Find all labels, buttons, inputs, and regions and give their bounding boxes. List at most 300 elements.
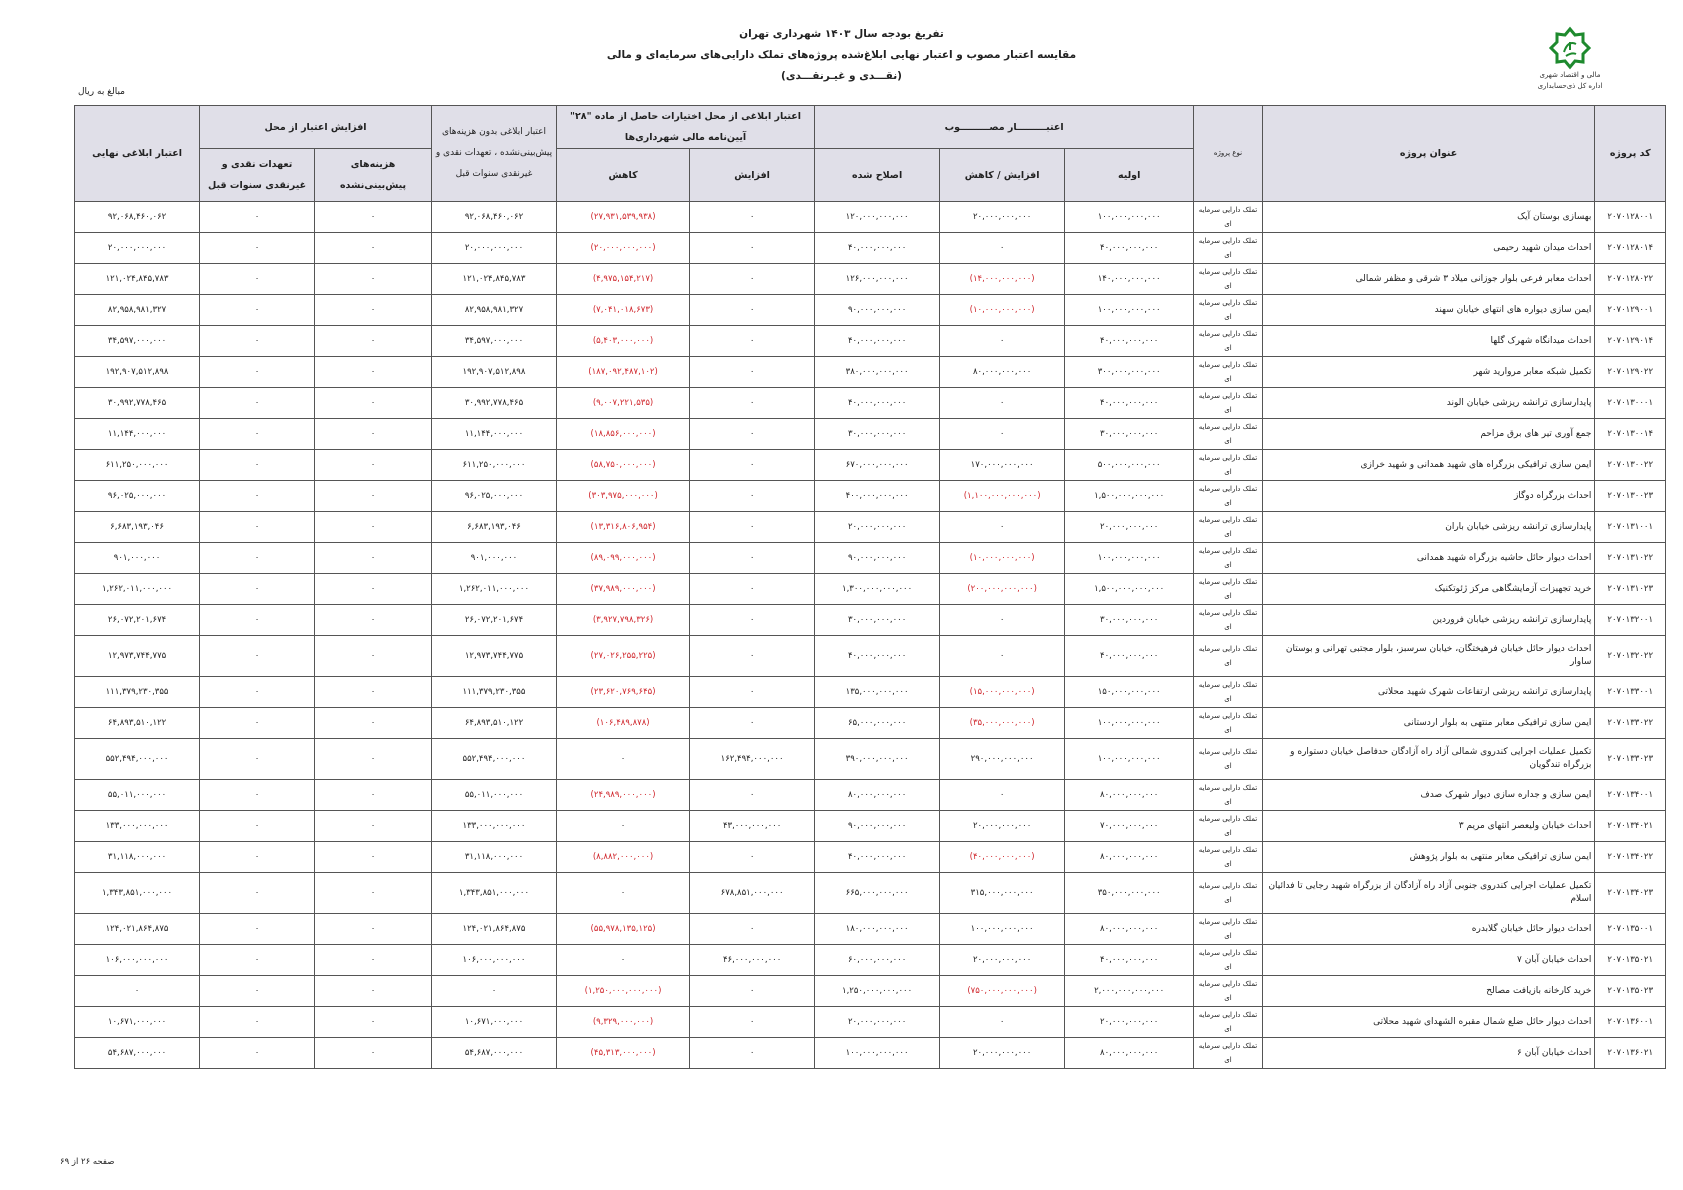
cell-revised: ۴۰,۰۰۰,۰۰۰,۰۰۰ (815, 842, 940, 873)
cell-title: احداث دیوار حائل خیابان گلابدره (1262, 914, 1595, 945)
cell-prior: ۰ (200, 677, 315, 708)
table-row (75, 976, 1666, 1007)
cell-title: احداث خیابان آبان ۶ (1262, 1038, 1595, 1069)
cell-art-dec: (۱۸,۸۵۶,۰۰۰,۰۰۰) (557, 419, 690, 450)
cell-unforeseen: ۰ (315, 388, 432, 419)
cell-title: بهسازی بوستان آیک (1262, 202, 1595, 233)
cell-revised: ۳۰,۰۰۰,۰۰۰,۰۰۰ (815, 605, 940, 636)
cell-title: احداث دیوار حائل حاشیه بزرگراه شهید همدانی (1262, 543, 1595, 574)
cell-unforeseen: ۰ (315, 1038, 432, 1069)
cell-change: ۰ (940, 605, 1065, 636)
cell-final: ۶,۶۸۳,۱۹۳,۰۴۶ (75, 512, 200, 543)
cell-code: ۲۰۷۰۱۳۲۰۲۲ (1595, 636, 1666, 677)
cell-prior: ۰ (200, 605, 315, 636)
cell-type: تملک دارایی سرمایه ای (1194, 295, 1263, 326)
cell-without: ۳۰,۹۹۲,۷۷۸,۴۶۵ (431, 388, 556, 419)
cell-change: ۳۱۵,۰۰۰,۰۰۰,۰۰۰ (940, 873, 1065, 914)
cell-unforeseen: ۰ (315, 512, 432, 543)
cell-code: ۲۰۷۰۱۳۰۰۰۱ (1595, 388, 1666, 419)
cell-art-dec: (۴۵,۳۱۳,۰۰۰,۰۰۰) (557, 1038, 690, 1069)
cell-revised: ۳۹۰,۰۰۰,۰۰۰,۰۰۰ (815, 739, 940, 780)
cell-without: ۵۵,۰۱۱,۰۰۰,۰۰۰ (431, 780, 556, 811)
cell-without: ۱,۲۶۲,۰۱۱,۰۰۰,۰۰۰ (431, 574, 556, 605)
cell-title: احداث میدان شهید رحیمی (1262, 233, 1595, 264)
cell-type: تملک دارایی سرمایه ای (1194, 811, 1263, 842)
cell-type: تملک دارایی سرمایه ای (1194, 842, 1263, 873)
cell-unforeseen: ۰ (315, 202, 432, 233)
cell-art-inc: ۰ (690, 233, 815, 264)
cell-title: پایدارسازی ترانشه ریزشی ارتفاعات شهرک شهید محلاتی (1262, 677, 1595, 708)
cell-art-dec: (۵۸,۷۵۰,۰۰۰,۰۰۰) (557, 450, 690, 481)
cell-change: (۳۵,۰۰۰,۰۰۰,۰۰۰) (940, 708, 1065, 739)
table-row (75, 419, 1666, 450)
cell-type: تملک دارایی سرمایه ای (1194, 419, 1263, 450)
cell-prior: ۰ (200, 512, 315, 543)
cell-prior: ۰ (200, 202, 315, 233)
cell-change: (۴۰,۰۰۰,۰۰۰,۰۰۰) (940, 842, 1065, 873)
cell-change: (۷۵۰,۰۰۰,۰۰۰,۰۰۰) (940, 976, 1065, 1007)
table-row (75, 1038, 1666, 1069)
cell-art-dec: (۲۰,۰۰۰,۰۰۰,۰۰۰) (557, 233, 690, 264)
cell-type: تملک دارایی سرمایه ای (1194, 357, 1263, 388)
cell-prior: ۰ (200, 811, 315, 842)
cell-art-inc: ۰ (690, 264, 815, 295)
cell-unforeseen: ۰ (315, 780, 432, 811)
cell-final: ۵۵۲,۴۹۴,۰۰۰,۰۰۰ (75, 739, 200, 780)
cell-prior: ۰ (200, 739, 315, 780)
cell-change: ۰ (940, 1007, 1065, 1038)
cell-revised: ۶۶۵,۰۰۰,۰۰۰,۰۰۰ (815, 873, 940, 914)
cell-type: تملک دارایی سرمایه ای (1194, 326, 1263, 357)
cell-art-dec: (۸۹,۰۹۹,۰۰۰,۰۰۰) (557, 543, 690, 574)
table-row (75, 811, 1666, 842)
cell-unforeseen: ۰ (315, 419, 432, 450)
cell-code: ۲۰۷۰۱۲۸۰۲۲ (1595, 264, 1666, 295)
cell-revised: ۱۲۰,۰۰۰,۰۰۰,۰۰۰ (815, 202, 940, 233)
logo-caption-1: مالی و اقتصاد شهری (1539, 71, 1601, 79)
cell-revised: ۱,۳۰۰,۰۰۰,۰۰۰,۰۰۰ (815, 574, 940, 605)
cell-title: پایدارسازی ترانشه ریزشی خیابان الوند (1262, 388, 1595, 419)
cell-code: ۲۰۷۰۱۳۵۰۲۳ (1595, 976, 1666, 1007)
cell-prior: ۰ (200, 233, 315, 264)
cell-art-inc: ۰ (690, 543, 815, 574)
cell-without: ۹۲,۰۶۸,۴۶۰,۰۶۲ (431, 202, 556, 233)
cell-initial: ۸۰,۰۰۰,۰۰۰,۰۰۰ (1065, 842, 1194, 873)
cell-final: ۲۶,۰۷۲,۲۰۱,۶۷۴ (75, 605, 200, 636)
cell-title: پایدارسازی ترانشه ریزشی خیابان باران (1262, 512, 1595, 543)
header-article28-increase: افزایش (690, 149, 815, 202)
cell-code: ۲۰۷۰۱۳۱۰۲۳ (1595, 574, 1666, 605)
header-initial: اولیه (1065, 149, 1194, 202)
cell-code: ۲۰۷۰۱۳۳۰۲۳ (1595, 739, 1666, 780)
cell-change: ۲۹۰,۰۰۰,۰۰۰,۰۰۰ (940, 739, 1065, 780)
cell-without: ۱۲۴,۰۲۱,۸۶۴,۸۷۵ (431, 914, 556, 945)
cell-change: (۱۰,۰۰۰,۰۰۰,۰۰۰) (940, 295, 1065, 326)
units-note: مبالغ به ریال (78, 87, 125, 97)
cell-prior: ۰ (200, 543, 315, 574)
cell-art-dec: (۵,۴۰۳,۰۰۰,۰۰۰) (557, 326, 690, 357)
cell-final: ۹۰۱,۰۰۰,۰۰۰ (75, 543, 200, 574)
cell-title: احداث معابر فرعی بلوار جوزانی میلاد ۳ شرقی و مظفر شمالی (1262, 264, 1595, 295)
cell-unforeseen: ۰ (315, 842, 432, 873)
cell-initial: ۴۰,۰۰۰,۰۰۰,۰۰۰ (1065, 388, 1194, 419)
cell-without: ۲۰,۰۰۰,۰۰۰,۰۰۰ (431, 233, 556, 264)
header-type: نوع پروژه (1194, 106, 1263, 202)
cell-final: ۹۶,۰۲۵,۰۰۰,۰۰۰ (75, 481, 200, 512)
cell-final: ۱,۳۴۳,۸۵۱,۰۰۰,۰۰۰ (75, 873, 200, 914)
header-increase-group: افزایش اعتبار از محل (200, 106, 432, 149)
cell-final: ۶۱۱,۲۵۰,۰۰۰,۰۰۰ (75, 450, 200, 481)
cell-without: ۱,۳۴۳,۸۵۱,۰۰۰,۰۰۰ (431, 873, 556, 914)
cell-code: ۲۰۷۰۱۳۴۰۲۳ (1595, 873, 1666, 914)
header-article28-decrease: کاهش (557, 149, 690, 202)
cell-type: تملک دارایی سرمایه ای (1194, 914, 1263, 945)
cell-without: ۵۵۲,۴۹۴,۰۰۰,۰۰۰ (431, 739, 556, 780)
cell-code: ۲۰۷۰۱۲۸۰۰۱ (1595, 202, 1666, 233)
cell-art-dec: (۳۷,۹۸۹,۰۰۰,۰۰۰) (557, 574, 690, 605)
cell-initial: ۱۴۰,۰۰۰,۰۰۰,۰۰۰ (1065, 264, 1194, 295)
cell-unforeseen: ۰ (315, 873, 432, 914)
cell-change: ۰ (940, 233, 1065, 264)
cell-title: تکمیل شبکه معابر مروارید شهر (1262, 357, 1595, 388)
cell-code: ۲۰۷۰۱۳۴۰۰۱ (1595, 780, 1666, 811)
cell-change: (۱۵,۰۰۰,۰۰۰,۰۰۰) (940, 677, 1065, 708)
cell-revised: ۴۰۰,۰۰۰,۰۰۰,۰۰۰ (815, 481, 940, 512)
cell-type: تملک دارایی سرمایه ای (1194, 264, 1263, 295)
cell-final: ۳۱,۱۱۸,۰۰۰,۰۰۰ (75, 842, 200, 873)
cell-type: تملک دارایی سرمایه ای (1194, 605, 1263, 636)
table-row (75, 295, 1666, 326)
cell-prior: ۰ (200, 842, 315, 873)
cell-without: ۱۳۳,۰۰۰,۰۰۰,۰۰۰ (431, 811, 556, 842)
cell-without: ۶,۶۸۳,۱۹۳,۰۴۶ (431, 512, 556, 543)
cell-title: ایمن سازی دیواره های انتهای خیابان سهند (1262, 295, 1595, 326)
table-row (75, 264, 1666, 295)
table-row (75, 873, 1666, 914)
cell-revised: ۱,۲۵۰,۰۰۰,۰۰۰,۰۰۰ (815, 976, 940, 1007)
cell-without: ۱۲,۹۷۳,۷۴۴,۷۷۵ (431, 636, 556, 677)
logo-caption-2: اداره کل ذی‌حسابداری (1537, 82, 1603, 90)
cell-title: تکمیل عملیات اجرایی کندروی شمالی آزاد راه آزادگان حدفاصل خیابان دستواره و بزرگراه تندگویان (1262, 739, 1595, 780)
table-row (75, 233, 1666, 264)
cell-prior: ۰ (200, 945, 315, 976)
header-final: اعتبار ابلاغی نهایی (75, 106, 200, 202)
cell-art-dec: (۳۰۳,۹۷۵,۰۰۰,۰۰۰) (557, 481, 690, 512)
budget-comparison-table (74, 105, 1666, 1069)
cell-art-inc: ۰ (690, 605, 815, 636)
cell-revised: ۸۰,۰۰۰,۰۰۰,۰۰۰ (815, 780, 940, 811)
cell-unforeseen: ۰ (315, 811, 432, 842)
cell-final: ۱,۲۶۲,۰۱۱,۰۰۰,۰۰۰ (75, 574, 200, 605)
cell-without: ۶۴,۸۹۳,۵۱۰,۱۲۲ (431, 708, 556, 739)
cell-unforeseen: ۰ (315, 677, 432, 708)
cell-art-inc: ۰ (690, 677, 815, 708)
cell-unforeseen: ۰ (315, 357, 432, 388)
cell-change: (۱,۱۰۰,۰۰۰,۰۰۰,۰۰۰) (940, 481, 1065, 512)
cell-without: ۸۲,۹۵۸,۹۸۱,۳۲۷ (431, 295, 556, 326)
cell-revised: ۳۸۰,۰۰۰,۰۰۰,۰۰۰ (815, 357, 940, 388)
cell-unforeseen: ۰ (315, 326, 432, 357)
cell-final: ۱۱,۱۴۴,۰۰۰,۰۰۰ (75, 419, 200, 450)
cell-initial: ۱۰۰,۰۰۰,۰۰۰,۰۰۰ (1065, 295, 1194, 326)
table-row (75, 605, 1666, 636)
cell-type: تملک دارایی سرمایه ای (1194, 945, 1263, 976)
cell-art-dec: (۱۸۷,۰۹۲,۴۸۷,۱۰۲) (557, 357, 690, 388)
cell-art-inc: ۰ (690, 450, 815, 481)
cell-prior: ۰ (200, 357, 315, 388)
cell-prior: ۰ (200, 976, 315, 1007)
cell-without: ۳۱,۱۱۸,۰۰۰,۰۰۰ (431, 842, 556, 873)
header-approved-group: اعتبـــــــــار مصـــــــــوب (815, 106, 1194, 149)
cell-type: تملک دارایی سرمایه ای (1194, 388, 1263, 419)
cell-unforeseen: ۰ (315, 708, 432, 739)
cell-title: احداث بزرگراه دوگاز (1262, 481, 1595, 512)
cell-unforeseen: ۰ (315, 574, 432, 605)
cell-art-inc: ۰ (690, 295, 815, 326)
cell-without: ۹۶,۰۲۵,۰۰۰,۰۰۰ (431, 481, 556, 512)
cell-final: ۱۰۶,۰۰۰,۰۰۰,۰۰۰ (75, 945, 200, 976)
cell-art-dec: ۰ (557, 739, 690, 780)
cell-change: ۱۰۰,۰۰۰,۰۰۰,۰۰۰ (940, 914, 1065, 945)
cell-initial: ۸۰,۰۰۰,۰۰۰,۰۰۰ (1065, 780, 1194, 811)
title-line-3: (نقـــدی و غیـرنقـــدی) (781, 70, 902, 82)
cell-final: ۲۰,۰۰۰,۰۰۰,۰۰۰ (75, 233, 200, 264)
cell-title: خرید تجهیزات آزمایشگاهی مرکز ژئوتکنیک (1262, 574, 1595, 605)
cell-type: تملک دارایی سرمایه ای (1194, 512, 1263, 543)
cell-final: ۱۲۱,۰۲۴,۸۴۵,۷۸۳ (75, 264, 200, 295)
cell-art-dec: (۱,۲۵۰,۰۰۰,۰۰۰,۰۰۰) (557, 976, 690, 1007)
table-row (75, 945, 1666, 976)
header-change: افزایش / کاهش (940, 149, 1065, 202)
cell-code: ۲۰۷۰۱۳۰۰۱۴ (1595, 419, 1666, 450)
cell-final: ۱۳۳,۰۰۰,۰۰۰,۰۰۰ (75, 811, 200, 842)
cell-without: ۱۱۱,۳۷۹,۲۳۰,۳۵۵ (431, 677, 556, 708)
cell-initial: ۱,۵۰۰,۰۰۰,۰۰۰,۰۰۰ (1065, 481, 1194, 512)
cell-title: ایمن سازی ترافیکی معابر منتهی به بلوار اردستانی (1262, 708, 1595, 739)
table-row (75, 388, 1666, 419)
cell-initial: ۴۰,۰۰۰,۰۰۰,۰۰۰ (1065, 636, 1194, 677)
cell-initial: ۵۰۰,۰۰۰,۰۰۰,۰۰۰ (1065, 450, 1194, 481)
cell-without: ۱۲۱,۰۲۴,۸۴۵,۷۸۳ (431, 264, 556, 295)
cell-revised: ۱۸۰,۰۰۰,۰۰۰,۰۰۰ (815, 914, 940, 945)
cell-type: تملک دارایی سرمایه ای (1194, 708, 1263, 739)
cell-code: ۲۰۷۰۱۳۰۰۲۲ (1595, 450, 1666, 481)
cell-without: ۱۹۲,۹۰۷,۵۱۲,۸۹۸ (431, 357, 556, 388)
cell-final: ۳۴,۵۹۷,۰۰۰,۰۰۰ (75, 326, 200, 357)
cell-change: ۱۷۰,۰۰۰,۰۰۰,۰۰۰ (940, 450, 1065, 481)
cell-prior: ۰ (200, 1038, 315, 1069)
cell-art-inc: ۴۳,۰۰۰,۰۰۰,۰۰۰ (690, 811, 815, 842)
cell-title: جمع آوری تیر های برق مزاحم (1262, 419, 1595, 450)
cell-final: ۱۲,۹۷۳,۷۴۴,۷۷۵ (75, 636, 200, 677)
cell-art-dec: (۱۰۶,۴۸۹,۸۷۸) (557, 708, 690, 739)
cell-unforeseen: ۰ (315, 295, 432, 326)
cell-unforeseen: ۰ (315, 945, 432, 976)
cell-change: ۰ (940, 636, 1065, 677)
cell-type: تملک دارایی سرمایه ای (1194, 574, 1263, 605)
cell-title: احداث دیوار حائل خیابان فرهیختگان، خیابان سرسبز، بلوار مجتبی تهرانی و بوستان ساوار (1262, 636, 1595, 677)
cell-unforeseen: ۰ (315, 543, 432, 574)
cell-initial: ۱۰۰,۰۰۰,۰۰۰,۰۰۰ (1065, 543, 1194, 574)
header-article28-group: اعتبار ابلاغی از محل اختیارات حاصل از ماده "۲۸" آیین‌نامه مالی شهرداری‌ها (557, 106, 815, 149)
cell-final: ۱۲۴,۰۲۱,۸۶۴,۸۷۵ (75, 914, 200, 945)
cell-revised: ۴۰,۰۰۰,۰۰۰,۰۰۰ (815, 326, 940, 357)
cell-type: تملک دارایی سرمایه ای (1194, 780, 1263, 811)
cell-code: ۲۰۷۰۱۳۶۰۲۱ (1595, 1038, 1666, 1069)
table-row (75, 780, 1666, 811)
cell-prior: ۰ (200, 388, 315, 419)
cell-art-dec: (۲۳,۶۲۰,۷۶۹,۶۴۵) (557, 677, 690, 708)
cell-type: تملک دارایی سرمایه ای (1194, 739, 1263, 780)
cell-art-inc: ۰ (690, 326, 815, 357)
cell-art-dec: (۱۳,۳۱۶,۸۰۶,۹۵۴) (557, 512, 690, 543)
cell-prior: ۰ (200, 780, 315, 811)
cell-unforeseen: ۰ (315, 739, 432, 780)
cell-unforeseen: ۰ (315, 1007, 432, 1038)
cell-initial: ۳۰,۰۰۰,۰۰۰,۰۰۰ (1065, 605, 1194, 636)
cell-unforeseen: ۰ (315, 481, 432, 512)
cell-art-inc: ۰ (690, 780, 815, 811)
cell-final: ۳۰,۹۹۲,۷۷۸,۴۶۵ (75, 388, 200, 419)
cell-change: ۲۰,۰۰۰,۰۰۰,۰۰۰ (940, 945, 1065, 976)
cell-prior: ۰ (200, 481, 315, 512)
cell-art-inc: ۰ (690, 842, 815, 873)
table-row (75, 914, 1666, 945)
cell-change: ۲۰,۰۰۰,۰۰۰,۰۰۰ (940, 1038, 1065, 1069)
cell-without: ۱۰۶,۰۰۰,۰۰۰,۰۰۰ (431, 945, 556, 976)
cell-without: ۰ (431, 976, 556, 1007)
cell-unforeseen: ۰ (315, 914, 432, 945)
page-number: صفحه ۲۶ از ۶۹ (60, 1157, 115, 1167)
cell-change: ۲۰,۰۰۰,۰۰۰,۰۰۰ (940, 202, 1065, 233)
cell-revised: ۴۰,۰۰۰,۰۰۰,۰۰۰ (815, 388, 940, 419)
cell-code: ۲۰۷۰۱۳۴۰۲۲ (1595, 842, 1666, 873)
cell-art-dec: (۲۷,۹۳۱,۵۳۹,۹۳۸) (557, 202, 690, 233)
cell-change: ۲۰,۰۰۰,۰۰۰,۰۰۰ (940, 811, 1065, 842)
cell-revised: ۶۷۰,۰۰۰,۰۰۰,۰۰۰ (815, 450, 940, 481)
cell-type: تملک دارایی سرمایه ای (1194, 543, 1263, 574)
cell-prior: ۰ (200, 708, 315, 739)
cell-art-dec: ۰ (557, 811, 690, 842)
cell-initial: ۱۰۰,۰۰۰,۰۰۰,۰۰۰ (1065, 202, 1194, 233)
cell-title: ایمن سازی و جداره سازی دیوار شهرک صدف (1262, 780, 1595, 811)
cell-art-inc: ۰ (690, 512, 815, 543)
cell-art-inc: ۰ (690, 357, 815, 388)
table-row (75, 357, 1666, 388)
cell-initial: ۱,۵۰۰,۰۰۰,۰۰۰,۰۰۰ (1065, 574, 1194, 605)
cell-type: تملک دارایی سرمایه ای (1194, 636, 1263, 677)
header-code: کد پروژه (1595, 106, 1666, 202)
cell-initial: ۸۰,۰۰۰,۰۰۰,۰۰۰ (1065, 1038, 1194, 1069)
cell-initial: ۳۵۰,۰۰۰,۰۰۰,۰۰۰ (1065, 873, 1194, 914)
cell-without: ۲۶,۰۷۲,۲۰۱,۶۷۴ (431, 605, 556, 636)
cell-prior: ۰ (200, 419, 315, 450)
cell-code: ۲۰۷۰۱۲۹۰۰۱ (1595, 295, 1666, 326)
cell-revised: ۲۰,۰۰۰,۰۰۰,۰۰۰ (815, 512, 940, 543)
cell-unforeseen: ۰ (315, 233, 432, 264)
cell-prior: ۰ (200, 636, 315, 677)
cell-code: ۲۰۷۰۱۳۶۰۰۱ (1595, 1007, 1666, 1038)
cell-prior: ۰ (200, 326, 315, 357)
cell-type: تملک دارایی سرمایه ای (1194, 873, 1263, 914)
cell-art-dec: (۷,۰۴۱,۰۱۸,۶۷۳) (557, 295, 690, 326)
cell-unforeseen: ۰ (315, 605, 432, 636)
cell-art-inc: ۰ (690, 708, 815, 739)
table-row (75, 512, 1666, 543)
cell-art-inc: ۶۷۸,۸۵۱,۰۰۰,۰۰۰ (690, 873, 815, 914)
cell-unforeseen: ۰ (315, 976, 432, 1007)
cell-change: (۱۰,۰۰۰,۰۰۰,۰۰۰) (940, 543, 1065, 574)
table-row (75, 636, 1666, 677)
cell-change: (۲۰۰,۰۰۰,۰۰۰,۰۰۰) (940, 574, 1065, 605)
cell-initial: ۳۰۰,۰۰۰,۰۰۰,۰۰۰ (1065, 357, 1194, 388)
cell-code: ۲۰۷۰۱۲۸۰۱۴ (1595, 233, 1666, 264)
cell-without: ۱۱,۱۴۴,۰۰۰,۰۰۰ (431, 419, 556, 450)
cell-initial: ۲۰,۰۰۰,۰۰۰,۰۰۰ (1065, 1007, 1194, 1038)
cell-revised: ۶۰,۰۰۰,۰۰۰,۰۰۰ (815, 945, 940, 976)
cell-code: ۲۰۷۰۱۳۰۰۲۳ (1595, 481, 1666, 512)
cell-revised: ۶۵,۰۰۰,۰۰۰,۰۰۰ (815, 708, 940, 739)
cell-code: ۲۰۷۰۱۳۴۰۲۱ (1595, 811, 1666, 842)
document-header (0, 24, 1683, 87)
cell-revised: ۱۲۶,۰۰۰,۰۰۰,۰۰۰ (815, 264, 940, 295)
cell-change: ۸۰,۰۰۰,۰۰۰,۰۰۰ (940, 357, 1065, 388)
cell-title: احداث دیوار حائل ضلع شمال مقبره الشهدای شهید محلاتی (1262, 1007, 1595, 1038)
cell-code: ۲۰۷۰۱۳۳۰۲۲ (1595, 708, 1666, 739)
cell-type: تملک دارایی سرمایه ای (1194, 677, 1263, 708)
table-row (75, 481, 1666, 512)
cell-initial: ۲۰,۰۰۰,۰۰۰,۰۰۰ (1065, 512, 1194, 543)
table-row (75, 677, 1666, 708)
cell-prior: ۰ (200, 873, 315, 914)
cell-code: ۲۰۷۰۱۲۹۰۱۴ (1595, 326, 1666, 357)
cell-type: تملک دارایی سرمایه ای (1194, 1038, 1263, 1069)
cell-art-inc: ۱۶۲,۴۹۴,۰۰۰,۰۰۰ (690, 739, 815, 780)
cell-change: ۰ (940, 512, 1065, 543)
title-line-1: تفریغ بودجه سال ۱۴۰۳ شهرداری تهران (739, 28, 944, 40)
cell-final: ۱۱۱,۳۷۹,۲۳۰,۳۵۵ (75, 677, 200, 708)
cell-art-dec: ۰ (557, 873, 690, 914)
table-row (75, 739, 1666, 780)
table-row (75, 842, 1666, 873)
header-title: عنوان پروژه (1262, 106, 1595, 202)
cell-change: ۰ (940, 326, 1065, 357)
cell-final: ۹۲,۰۶۸,۴۶۰,۰۶۲ (75, 202, 200, 233)
cell-title: احداث خیابان ولیعصر انتهای مریم ۳ (1262, 811, 1595, 842)
cell-prior: ۰ (200, 574, 315, 605)
cell-prior: ۰ (200, 264, 315, 295)
cell-change: ۰ (940, 388, 1065, 419)
cell-code: ۲۰۷۰۱۳۵۰۲۱ (1595, 945, 1666, 976)
cell-change: ۰ (940, 780, 1065, 811)
cell-without: ۱۰,۶۷۱,۰۰۰,۰۰۰ (431, 1007, 556, 1038)
cell-art-inc: ۰ (690, 388, 815, 419)
cell-title: ایمن سازی ترافیکی بزرگراه های شهید همدانی و شهید خرازی (1262, 450, 1595, 481)
cell-art-dec: ۰ (557, 945, 690, 976)
cell-revised: ۱۳۵,۰۰۰,۰۰۰,۰۰۰ (815, 677, 940, 708)
cell-code: ۲۰۷۰۱۳۵۰۰۱ (1595, 914, 1666, 945)
cell-code: ۲۰۷۰۱۳۱۰۰۱ (1595, 512, 1666, 543)
cell-art-dec: (۳,۹۲۷,۷۹۸,۳۲۶) (557, 605, 690, 636)
cell-art-dec: (۹,۰۰۷,۲۲۱,۵۳۵) (557, 388, 690, 419)
cell-revised: ۹۰,۰۰۰,۰۰۰,۰۰۰ (815, 811, 940, 842)
cell-initial: ۱۰۰,۰۰۰,۰۰۰,۰۰۰ (1065, 739, 1194, 780)
cell-title: پایدارسازی ترانشه ریزشی خیابان فروردین (1262, 605, 1595, 636)
cell-final: ۰ (75, 976, 200, 1007)
cell-initial: ۸۰,۰۰۰,۰۰۰,۰۰۰ (1065, 914, 1194, 945)
cell-prior: ۰ (200, 295, 315, 326)
cell-initial: ۲,۰۰۰,۰۰۰,۰۰۰,۰۰۰ (1065, 976, 1194, 1007)
